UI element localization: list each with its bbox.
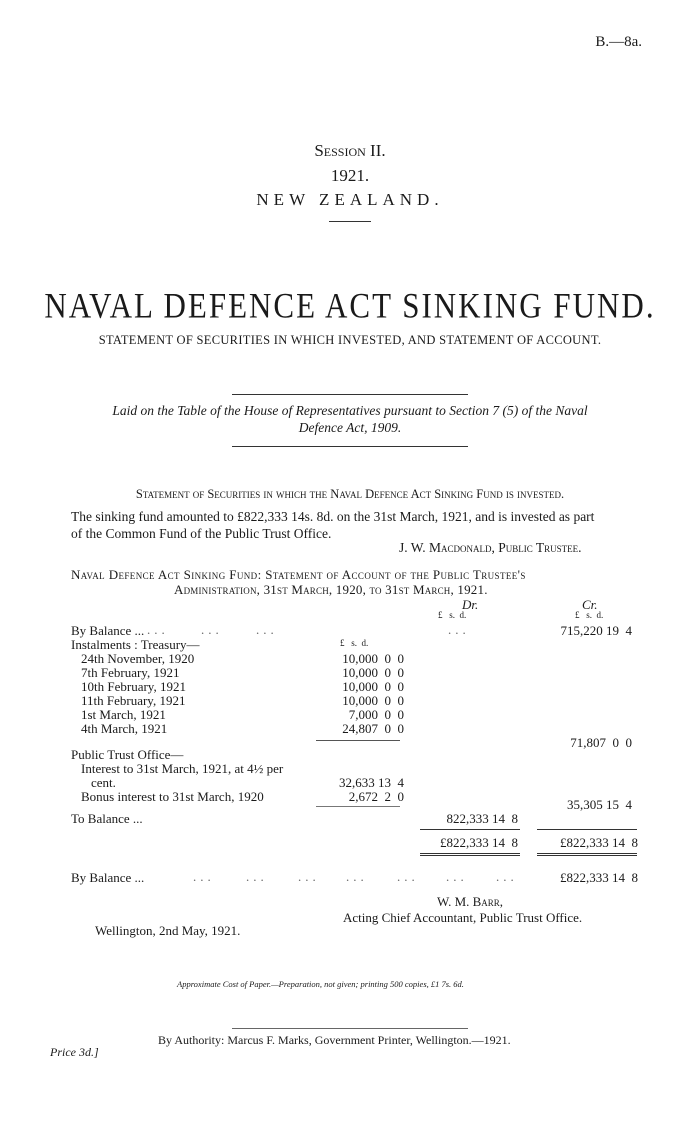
by-balance-final-label: By Balance ... bbox=[71, 870, 145, 885]
by-balance-label: By Balance ... bbox=[71, 623, 145, 638]
instalment-date: 10th February, 1921 bbox=[81, 679, 186, 694]
year-label: 1921. bbox=[330, 166, 370, 185]
instalment-amount: 7,000 0 0 bbox=[348, 707, 404, 722]
pto-total-credit: 35,305 15 4 bbox=[567, 797, 632, 812]
credit-total: £822,333 14 8 bbox=[560, 835, 638, 850]
divider bbox=[232, 446, 468, 447]
instalment-date: 24th November, 1920 bbox=[81, 651, 195, 666]
leader-dots: ... bbox=[201, 622, 223, 637]
divider bbox=[232, 394, 468, 395]
leader-dots: ... bbox=[346, 869, 368, 884]
credit-lsd-header: £ s. d. bbox=[575, 610, 604, 620]
instalment-amount: 10,000 0 0 bbox=[342, 679, 404, 694]
account-heading-line1: Naval Defence Act Sinking Fund: Statement of Account of the Public Trustee's bbox=[71, 567, 526, 582]
leader-dots: ... bbox=[446, 869, 468, 884]
accountant-title: Acting Chief Accountant, Public Trust Office. bbox=[343, 910, 583, 925]
total-rule bbox=[420, 829, 520, 830]
to-balance-debit: 822,333 14 8 bbox=[446, 811, 518, 826]
instalment-date: 11th February, 1921 bbox=[81, 693, 186, 708]
instalments-total-credit: 71,807 0 0 bbox=[570, 735, 632, 750]
to-balance-label: To Balance ... bbox=[71, 811, 143, 826]
instalments-label: Instalments : Treasury— bbox=[71, 637, 200, 652]
debit-lsd-header: £ s. d. bbox=[438, 610, 467, 620]
leader-dots: ... bbox=[147, 622, 169, 637]
leader-dots: ... bbox=[298, 869, 320, 884]
place-and-date: Wellington, 2nd May, 1921. bbox=[95, 923, 241, 938]
by-balance-credit: 715,220 19 4 bbox=[560, 623, 632, 638]
session-label: Session II. bbox=[314, 141, 386, 160]
bonus-interest-amount: 2,672 2 0 bbox=[348, 789, 404, 804]
country-label: NEW ZEALAND. bbox=[256, 190, 444, 209]
instalment-amount: 24,807 0 0 bbox=[342, 721, 404, 736]
document-subtitle: STATEMENT OF SECURITIES IN WHICH INVESTED, AND STATEMENT OF ACCOUNT. bbox=[98, 333, 602, 347]
document-title: NAVAL DEFENCE ACT SINKING FUND. bbox=[44, 285, 656, 326]
debit-total: £822,333 14 8 bbox=[440, 835, 518, 850]
leader-dots: ... bbox=[448, 622, 470, 637]
public-trustee-signature: J. W. Macdonald, Public Trustee. bbox=[399, 540, 582, 555]
instalment-date: 1st March, 1921 bbox=[81, 707, 166, 722]
page-reference: B.—8a. bbox=[595, 34, 642, 50]
leader-dots: ... bbox=[193, 869, 215, 884]
divider bbox=[329, 221, 371, 222]
leader-dots: ... bbox=[256, 622, 278, 637]
bonus-interest-label: Bonus interest to 31st March, 1920 bbox=[81, 789, 264, 804]
subtotal-rule bbox=[316, 806, 400, 807]
instalment-date: 4th March, 1921 bbox=[81, 721, 168, 736]
subtotal-rule bbox=[316, 740, 400, 741]
double-rule bbox=[420, 853, 520, 856]
securities-heading: Statement of Securities in which the Naval Defence Act Sinking Fund is invested. bbox=[135, 487, 565, 501]
instalment-amount: 10,000 0 0 bbox=[342, 693, 404, 708]
interest-label-line2: cent. bbox=[91, 775, 116, 790]
instalment-date: 7th February, 1921 bbox=[81, 665, 180, 680]
interest-label-line1: Interest to 31st March, 1921, at 4½ per bbox=[81, 761, 284, 776]
authority-line: By Authority: Marcus F. Marks, Government Printer, Wellington.—1921. bbox=[158, 1033, 511, 1047]
instalment-amount: 10,000 0 0 bbox=[342, 651, 404, 666]
account-heading-line2: Administration, 31st March, 1920, to 31st March, 1921. bbox=[174, 582, 488, 597]
public-trust-office-label: Public Trust Office— bbox=[71, 747, 184, 762]
credit-header: Cr. bbox=[582, 597, 598, 612]
debit-header: Dr. bbox=[462, 597, 479, 612]
securities-text-line1: The sinking fund amounted to £822,333 14s. 8d. on the 31st March, 1921, and is invested as part bbox=[71, 509, 595, 524]
securities-text-line2: of the Common Fund of the Public Trust Office. bbox=[71, 526, 332, 541]
by-balance-final-credit: £822,333 14 8 bbox=[560, 870, 638, 885]
instalment-amount: 10,000 0 0 bbox=[342, 665, 404, 680]
double-rule bbox=[537, 853, 637, 856]
price-label: Price 3d.] bbox=[50, 1045, 99, 1059]
laid-on-table-line2: Defence Act, 1909. bbox=[298, 420, 402, 435]
leader-dots: ... bbox=[397, 869, 419, 884]
cost-of-paper: Approximate Cost of Paper.—Preparation, not given; printing 500 copies, £1 7s. 6d. bbox=[177, 979, 464, 989]
laid-on-table-line1: Laid on the Table of the House of Representatives pursuant to Section 7 (5) of the Naval bbox=[112, 403, 588, 418]
leader-dots: ... bbox=[246, 869, 268, 884]
leader-dots: ... bbox=[496, 869, 518, 884]
interest-amount: 32,633 13 4 bbox=[339, 775, 404, 790]
accountant-name: W. M. Barr, bbox=[437, 894, 504, 909]
instalments-lsd-header: £ s. d. bbox=[340, 638, 369, 648]
total-rule bbox=[537, 829, 637, 830]
divider bbox=[232, 1028, 468, 1029]
